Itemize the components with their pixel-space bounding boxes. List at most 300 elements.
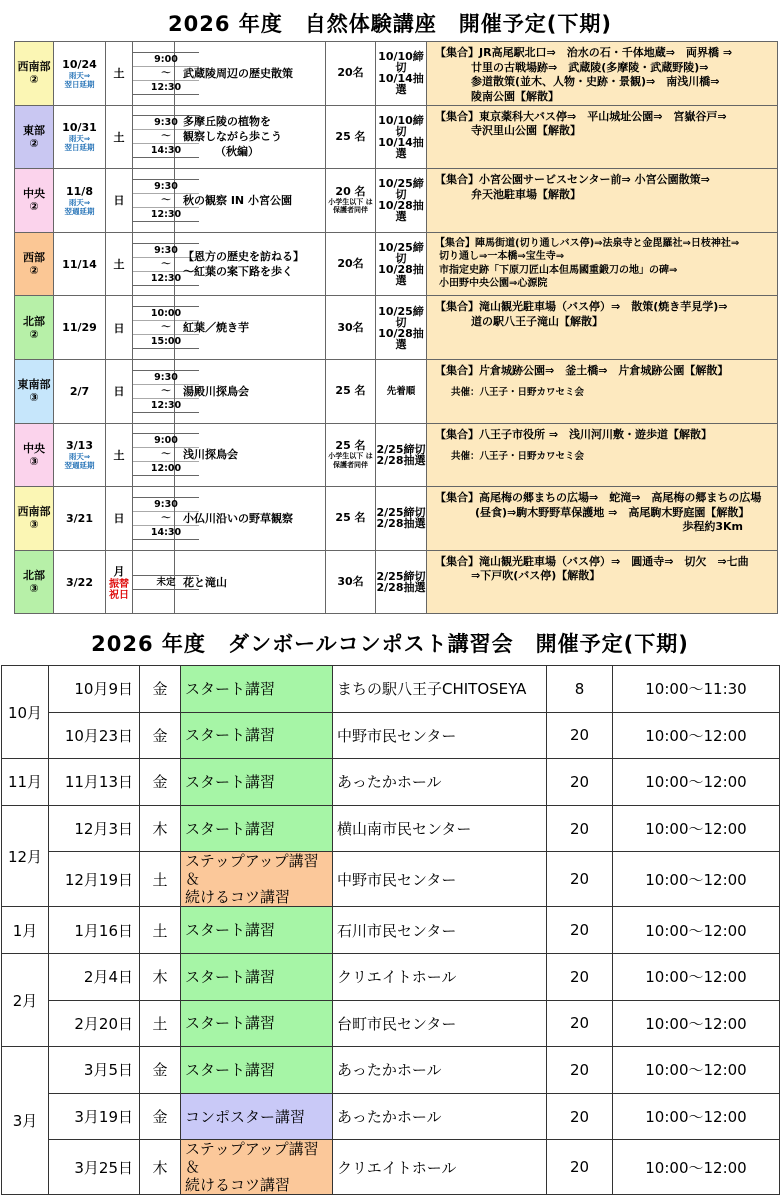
time-line: ～	[133, 385, 199, 399]
weekday-cell	[106, 550, 133, 614]
venue: 中野市民センター	[333, 712, 547, 759]
venue: 横山南市民センター	[333, 805, 547, 852]
time-line: 9:00	[133, 434, 199, 448]
route-cell	[427, 232, 778, 296]
weekday-cell	[106, 169, 133, 233]
time-range: 10:00～12:00	[613, 805, 780, 852]
course-type: スタート講習	[185, 679, 276, 698]
deadline-line: 10/28抽選	[378, 326, 424, 351]
course-title-line: 【恩方の歴史を訪ねる】	[183, 250, 304, 264]
course-title-line: 武蔵陵周辺の歴史散策	[183, 66, 293, 80]
course-row	[15, 359, 778, 423]
rain-note: 翌日延期	[64, 143, 95, 153]
venue: 台町市民センター	[333, 1000, 547, 1047]
capacity-cell	[326, 423, 376, 487]
deadline-line: 10/14抽選	[378, 72, 424, 97]
compost-date: 10月9日	[49, 666, 140, 713]
weekday: 土	[113, 130, 125, 144]
weekday: 土	[113, 258, 125, 272]
capacity: 20 名	[335, 184, 366, 198]
route-line: 【集合】陣馬街道(切り通しバス停)⇒法泉寺と金毘羅社⇒日枝神社⇒	[435, 237, 740, 249]
capacity: 8	[547, 666, 613, 713]
capacity: 20	[547, 805, 613, 852]
course-date: 3/22	[66, 575, 93, 589]
holiday-note: 振替	[109, 579, 129, 591]
rain-note: 翌週延期	[64, 206, 95, 216]
capacity-cell	[326, 296, 376, 360]
weekday: 日	[113, 194, 125, 208]
course-row	[15, 42, 778, 106]
capacity: 25 名	[335, 511, 366, 525]
district-cell	[15, 487, 54, 551]
course-date: 10/24	[62, 57, 97, 71]
deadline-line: 10/10締切	[378, 113, 424, 138]
compost-date: 3月25日	[49, 1140, 140, 1195]
course-title-cell	[175, 359, 326, 423]
route-line: ⇒下戸吹(バス停)【解散】	[471, 569, 601, 583]
district-label: 中央	[23, 441, 45, 455]
course-type: スタート講習	[185, 1014, 276, 1033]
deadline-line: 2/25締切	[376, 506, 426, 520]
rain-note: 翌日延期	[64, 79, 95, 89]
time-line: 12:00	[150, 463, 182, 475]
course-title-cell	[175, 232, 326, 296]
time-line: 9:30	[133, 180, 199, 194]
course-row	[15, 487, 778, 551]
deadline-line: 10/28抽選	[378, 199, 424, 224]
time-line: 15:00	[150, 336, 182, 348]
district-cell	[15, 169, 54, 233]
compost-weekday: 土	[140, 852, 181, 907]
route-line: 陵南公園【解散】	[471, 89, 559, 103]
course-type: ステップアップ講習＆	[185, 852, 319, 889]
route-cell	[427, 487, 778, 551]
weekday: 土	[113, 67, 125, 81]
route-line: 市指定史跡「下原刀匠山本但馬國重鍛刀の地」の碑⇒	[439, 264, 678, 276]
compost-date: 11月13日	[49, 759, 140, 806]
route-line: 【集合】滝山観光駐車場（バス停）⇒ 圓通寺⇒ 切欠 ⇒七曲	[435, 554, 749, 568]
capacity: 20	[547, 1093, 613, 1140]
route-line: 【集合】八王子市役所 ⇒ 浅川河川敷・遊歩道【解散】	[435, 427, 713, 441]
month-cell: 12月	[2, 805, 49, 907]
course-row	[15, 232, 778, 296]
month-cell: 11月	[2, 759, 49, 806]
deadline-cell	[376, 232, 427, 296]
deadline-line: 10/14抽選	[378, 135, 424, 160]
compost-row	[2, 1047, 780, 1094]
weekday-cell	[106, 487, 133, 551]
date-cell	[54, 423, 106, 487]
venue: まちの駅八王子CHITOSEYA	[333, 666, 547, 713]
capacity-note: 小学生以下 は 保護者同伴	[328, 452, 373, 469]
course-title-line: 小仏川沿いの野草観察	[183, 511, 293, 525]
compost-row	[2, 1140, 780, 1195]
compost-weekday: 木	[140, 953, 181, 1000]
route-line: 廿里の古戦場跡⇒ 武蔵陵(多摩陵・武蔵野陵)⇒	[471, 60, 709, 74]
course-type-cell	[181, 759, 333, 806]
compost-weekday: 金	[140, 712, 181, 759]
course-title-line: 湯殿川探鳥会	[183, 384, 249, 398]
route-cell	[427, 105, 778, 169]
district-label: 東南部	[17, 378, 51, 392]
course-type: 続けるコツ講習	[185, 1176, 291, 1195]
route-line: 【集合】片倉城跡公園⇒ 釜土橋⇒ 片倉城跡公園【解散】	[435, 363, 729, 377]
date-cell	[54, 359, 106, 423]
course-type: スタート講習	[185, 726, 276, 745]
course-type-cell	[181, 1093, 333, 1140]
time-line: ～	[133, 512, 199, 526]
course-title-cell	[175, 105, 326, 169]
time-line: 9:30	[133, 498, 199, 512]
capacity: 20	[547, 1140, 613, 1195]
course-row	[15, 550, 778, 614]
course-type: ステップアップ講習＆	[185, 1140, 319, 1177]
deadline-line: 2/28抽選	[376, 581, 426, 595]
time-range: 10:00～12:00	[613, 1047, 780, 1094]
district-label: 西部	[23, 251, 45, 265]
course-type-cell	[181, 805, 333, 852]
time-line: 9:30	[133, 244, 199, 258]
deadline-line: 10/10締切	[378, 50, 424, 75]
time-line: ～	[133, 258, 199, 272]
capacity: 20	[547, 759, 613, 806]
time-line: ～	[133, 130, 199, 144]
route-line: 【集合】滝山観光駐車場（バス停）⇒ 散策(焼き芋見学)⇒	[435, 300, 728, 314]
rain-note: 雨天⇒	[68, 134, 91, 144]
time-cell	[133, 423, 182, 487]
capacity-cell	[326, 169, 376, 233]
deadline-line: 10/25締切	[378, 304, 424, 329]
course-title-line: 秋の観察 IN 小宮公園	[183, 193, 292, 207]
course-title-cell	[175, 423, 326, 487]
course-type-cell	[181, 1140, 333, 1195]
weekday: 日	[113, 321, 125, 335]
time-line: ～	[133, 67, 199, 81]
capacity: 20	[547, 712, 613, 759]
deadline-line: 先着順	[386, 385, 416, 397]
district-label: 西南部	[17, 60, 51, 74]
venue: 中野市民センター	[333, 852, 547, 907]
district-label: 北部	[23, 314, 45, 328]
district-label: ③	[29, 391, 39, 405]
capacity: 25 名	[335, 129, 366, 143]
deadline-line: 2/28抽選	[376, 517, 426, 531]
capacity: 20	[547, 852, 613, 907]
deadline-line: 10/28抽選	[378, 263, 424, 288]
deadline-cell	[376, 296, 427, 360]
compost-row	[2, 1000, 780, 1047]
month-cell: 1月	[2, 907, 49, 954]
district-cell	[15, 42, 54, 106]
course-title-line: 浅川探鳥会	[183, 448, 238, 462]
rain-note: 雨天⇒	[68, 197, 91, 207]
weekday: 月	[113, 565, 125, 579]
deadline-cell	[376, 423, 427, 487]
course-type: スタート講習	[185, 819, 276, 838]
weekday-cell	[106, 42, 133, 106]
district-cell	[15, 105, 54, 169]
district-label: ②	[29, 200, 39, 214]
time-cell	[133, 296, 182, 360]
month-cell: 10月	[2, 666, 49, 759]
district-cell	[15, 423, 54, 487]
compost-weekday: 金	[140, 666, 181, 713]
compost-row	[2, 907, 780, 954]
time-line: 9:30	[133, 116, 199, 130]
course-title-line: 観察しながら歩こう	[183, 130, 282, 144]
route-line: 歩程約3Km	[682, 520, 743, 534]
course-title-cell	[175, 550, 326, 614]
district-cell	[15, 359, 54, 423]
district-label: ②	[29, 136, 39, 150]
deadline-cell	[376, 169, 427, 233]
course-type-cell	[181, 852, 333, 907]
time-cell	[133, 550, 175, 614]
course-row	[15, 105, 778, 169]
weekday: 土	[113, 448, 125, 462]
district-label: 中央	[23, 187, 45, 201]
month-cell: 3月	[2, 1047, 49, 1195]
route-line: 小田野中央公園⇒心源院	[439, 278, 548, 290]
course-title-line: 多摩丘陵の植物を	[183, 115, 271, 129]
cosponsor-note: 共催：八王子・日野カワセミ会	[451, 387, 585, 399]
date-cell	[54, 550, 106, 614]
course-title-cell	[175, 169, 326, 233]
time-range: 10:00～12:00	[613, 1000, 780, 1047]
compost-date: 10月23日	[49, 712, 140, 759]
compost-weekday: 土	[140, 907, 181, 954]
district-label: ③	[29, 582, 39, 596]
course-title-cell	[175, 42, 326, 106]
compost-date: 1月16日	[49, 907, 140, 954]
time-line: 12:30	[150, 81, 182, 93]
district-cell	[15, 550, 54, 614]
compost-weekday: 金	[140, 759, 181, 806]
compost-row	[2, 852, 780, 907]
course-type: 続けるコツ講習	[185, 888, 291, 907]
venue: あったかホール	[333, 1093, 547, 1140]
date-cell	[54, 105, 106, 169]
deadline-cell	[376, 550, 427, 614]
compost-date: 2月4日	[49, 953, 140, 1000]
course-type: スタート講習	[185, 967, 276, 986]
capacity: 30名	[337, 575, 364, 589]
weekday: 日	[113, 512, 125, 526]
deadline-line: 10/25締切	[378, 177, 424, 202]
time-line: ～	[133, 321, 199, 335]
capacity-cell	[326, 550, 376, 614]
course-row	[15, 423, 778, 487]
time-range: 10:00～12:00	[613, 1093, 780, 1140]
route-line: 道の駅八王子滝山【解散】	[471, 314, 603, 328]
capacity: 20	[547, 907, 613, 954]
capacity-note: 小学生以下 は 保護者同伴	[328, 197, 373, 215]
venue: クリエイトホール	[333, 1140, 547, 1195]
time-range: 10:00～12:00	[613, 953, 780, 1000]
venue: 石川市民センター	[333, 907, 547, 954]
course-title-cell	[175, 296, 326, 360]
compost-row	[2, 953, 780, 1000]
compost-date: 3月5日	[49, 1047, 140, 1094]
route-line: 【集合】東京薬科大バス停⇒ 平山城址公園⇒ 宮嶽谷戸⇒	[435, 109, 727, 123]
time-line: 14:30	[150, 145, 182, 157]
rain-note: 翌週延期	[64, 461, 95, 471]
route-line: (昼食)⇒駒木野野草保護地 ⇒ 高尾駒木野庭園【解散】	[475, 505, 750, 519]
weekday-cell	[106, 296, 133, 360]
course-title-line: （秋編）	[215, 145, 259, 159]
weekday-cell	[106, 105, 133, 169]
time-cell	[133, 169, 182, 233]
course-date: 11/8	[66, 184, 93, 198]
time-range: 10:00～12:00	[613, 1140, 780, 1195]
district-label: ③	[29, 518, 39, 532]
course-type-cell	[181, 1000, 333, 1047]
time-cell	[133, 359, 182, 423]
course-title-line: 紅葉／焼き芋	[183, 321, 249, 335]
time-line: 14:30	[150, 526, 182, 538]
date-cell	[54, 169, 106, 233]
time-line: 10:00	[133, 307, 199, 321]
time-range: 10:00～12:00	[613, 712, 780, 759]
course-type-cell	[181, 666, 333, 713]
venue: あったかホール	[333, 759, 547, 806]
district-label: ②	[29, 264, 39, 278]
compost-row	[2, 759, 780, 806]
time-range: 10:00～12:00	[613, 852, 780, 907]
compost-weekday: 木	[140, 1140, 181, 1195]
capacity: 25 名	[335, 384, 366, 398]
route-line: 切り通し⇒一本橋⇒宝生寺⇒	[439, 251, 565, 263]
capacity-cell	[326, 42, 376, 106]
date-cell	[54, 487, 106, 551]
district-label: 北部	[23, 569, 45, 583]
course-type-cell	[181, 712, 333, 759]
venue: クリエイトホール	[333, 953, 547, 1000]
time-cell	[133, 42, 182, 106]
time-range: 10:00～11:30	[613, 666, 780, 713]
course-date: 3/13	[66, 439, 93, 453]
course-type-cell	[181, 907, 333, 954]
course-type: コンポスター講習	[185, 1107, 306, 1126]
date-cell	[54, 296, 106, 360]
compost-date: 2月20日	[49, 1000, 140, 1047]
course-type: スタート講習	[185, 921, 276, 940]
capacity-cell	[326, 232, 376, 296]
compost-weekday: 金	[140, 1093, 181, 1140]
compost-date: 12月19日	[49, 852, 140, 907]
capacity: 20	[547, 1047, 613, 1094]
deadline-line: 2/28抽選	[376, 453, 426, 467]
capacity: 30名	[337, 320, 364, 334]
time-line: 12:30	[150, 208, 182, 220]
weekday-cell	[106, 359, 133, 423]
district-label: ③	[29, 454, 39, 468]
capacity: 20	[547, 1000, 613, 1047]
time-cell	[133, 487, 182, 551]
date-cell	[54, 232, 106, 296]
time-line: 未定	[156, 576, 176, 588]
time-range: 10:00～12:00	[613, 759, 780, 806]
time-range: 10:00～12:00	[613, 907, 780, 954]
course-title-line: 花と滝山	[183, 575, 227, 589]
compost-weekday: 木	[140, 805, 181, 852]
time-line: ～	[133, 448, 199, 462]
course-row	[15, 296, 778, 360]
route-cell	[427, 42, 778, 106]
route-line: 寺沢里山公園【解散】	[471, 124, 581, 138]
course-type: スタート講習	[185, 772, 276, 791]
course-date: 3/21	[66, 511, 93, 525]
route-line: 【集合】JR高尾駅北口⇒ 治水の石・千体地蔵⇒ 両界橋 ⇒	[435, 46, 733, 59]
capacity: 25 名	[335, 439, 366, 453]
route-cell	[427, 169, 778, 233]
district-cell	[15, 232, 54, 296]
compost-course-title: 2026 年度 ダンボールコンポスト講習会 開催予定(下期)	[91, 632, 689, 656]
compost-date: 12月3日	[49, 805, 140, 852]
nature-course-table	[14, 41, 778, 614]
compost-weekday: 土	[140, 1000, 181, 1047]
month-cell: 2月	[2, 953, 49, 1046]
weekday: 日	[113, 385, 125, 399]
course-type-cell	[181, 1047, 333, 1094]
capacity-cell	[326, 105, 376, 169]
capacity-cell	[326, 359, 376, 423]
weekday-cell	[106, 423, 133, 487]
compost-row	[2, 712, 780, 759]
capacity: 20名	[337, 257, 364, 271]
date-cell	[54, 42, 106, 106]
time-line: 12:30	[150, 399, 182, 411]
course-type-cell	[181, 953, 333, 1000]
deadline-line: 2/25締切	[376, 442, 426, 456]
course-row	[15, 169, 778, 233]
compost-weekday: 金	[140, 1047, 181, 1094]
district-label: 東部	[23, 123, 45, 137]
deadline-line: 10/25締切	[378, 241, 424, 266]
capacity-cell	[326, 487, 376, 551]
compost-row	[2, 1093, 780, 1140]
route-cell	[427, 296, 778, 360]
course-date: 2/7	[69, 384, 90, 398]
route-line: 【集合】小宮公園サービスセンター前⇒ 小宮公園散策⇒	[435, 173, 710, 187]
route-line: 参道散策(並木、人物・史跡・景観)⇒ 南浅川橋⇒	[471, 75, 720, 88]
capacity: 20名	[337, 66, 364, 80]
time-cell	[133, 105, 182, 169]
district-label: ②	[29, 327, 39, 341]
route-cell	[427, 359, 778, 423]
route-cell	[427, 423, 778, 487]
course-title-cell	[175, 487, 326, 551]
route-line: 弁天池駐車場【解散】	[471, 187, 581, 201]
compost-row	[2, 666, 780, 713]
route-cell	[427, 550, 778, 614]
time-line: 9:30	[133, 371, 199, 385]
weekday-cell	[106, 232, 133, 296]
course-date: 11/29	[62, 321, 97, 335]
holiday-note: 祝日	[109, 590, 129, 602]
district-label: ②	[29, 73, 39, 87]
deadline-cell	[376, 359, 427, 423]
cosponsor-note: 共催：八王子・日野カワセミ会	[451, 451, 585, 463]
venue: あったかホール	[333, 1047, 547, 1094]
rain-note: 雨天⇒	[68, 452, 91, 462]
deadline-cell	[376, 487, 427, 551]
district-cell	[15, 296, 54, 360]
compost-course-table	[1, 665, 780, 1195]
time-cell	[133, 232, 182, 296]
course-date: 10/31	[62, 121, 97, 135]
rain-note: 雨天⇒	[68, 70, 91, 80]
